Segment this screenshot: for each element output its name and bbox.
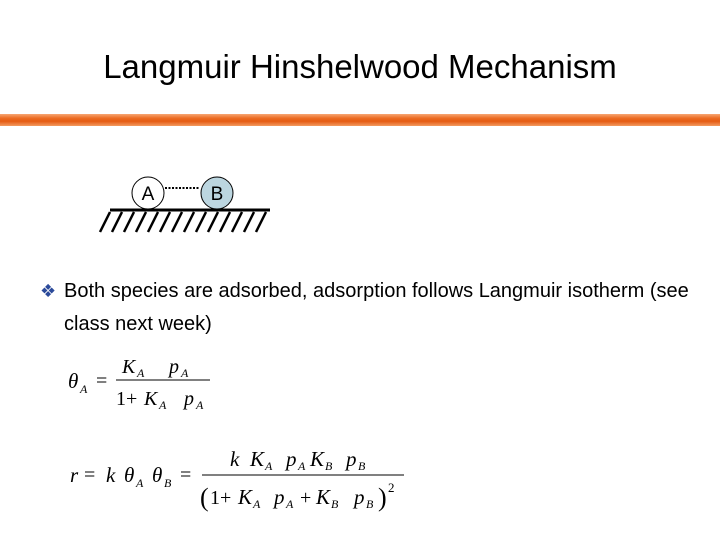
eq2-r: r xyxy=(70,463,79,487)
eq1-lhs: θ xyxy=(68,369,79,393)
eq2-den-pb: p xyxy=(354,485,365,509)
eq1-num-sub1: A xyxy=(137,366,145,380)
eq2-den-pa-sub: A xyxy=(286,497,294,511)
eq1-num-k: K xyxy=(122,356,136,378)
eq2-num-pa-sub: A xyxy=(298,459,306,473)
eq2-num-kb-sub: B xyxy=(325,459,333,473)
eq2-den-ka: K xyxy=(238,485,253,509)
eq1-den-p: p xyxy=(184,388,194,410)
eq2-num-kb: K xyxy=(310,447,325,471)
eq2-eq2: = xyxy=(180,464,192,486)
bullet-item xyxy=(40,275,700,341)
eq2-den-plus: + xyxy=(300,487,312,509)
eq1-lhs-sub: A xyxy=(80,382,88,396)
eq2-num-ka-sub: A xyxy=(265,459,273,473)
eq2-num-pb: p xyxy=(346,447,357,471)
diamond-bullet-icon: ❖ xyxy=(40,281,57,302)
eq1-den-sub1: A xyxy=(159,398,167,412)
eq2-den-one: 1+ xyxy=(210,487,232,509)
eq2-power: 2 xyxy=(388,480,395,495)
eq2-den-ka-sub: A xyxy=(253,497,261,511)
molecule-b-label: B xyxy=(210,184,224,205)
bullet-text: Both species are adsorbed, adsorption follows Langmuir isotherm (see class next week) xyxy=(64,280,689,335)
surface-hatching xyxy=(100,212,266,232)
eq2-k: k xyxy=(106,463,116,487)
eq2-num-pb-sub: B xyxy=(358,459,366,473)
eq2-eq1: = xyxy=(84,464,96,486)
molecule-a-label: A xyxy=(141,184,155,205)
eq2-theta-b-sub: B xyxy=(164,476,172,490)
eq2-theta-a: θ xyxy=(124,463,135,487)
adsorption-diagram xyxy=(98,172,278,238)
eq1-den-k: K xyxy=(144,388,158,410)
rate-equation xyxy=(70,442,410,514)
eq2-num-k: k xyxy=(230,447,240,471)
eq2-den-close: ) xyxy=(378,483,387,512)
eq2-num-pa: p xyxy=(286,447,297,471)
eq2-den-pa: p xyxy=(274,485,285,509)
eq1-num-p: p xyxy=(169,356,179,378)
eq2-num-ka: K xyxy=(250,447,265,471)
theta-a-equation xyxy=(66,352,216,414)
eq2-theta-b: θ xyxy=(152,463,163,487)
eq1-den-sub2: A xyxy=(196,398,204,412)
title-divider xyxy=(0,114,720,126)
eq1-num-sub2: A xyxy=(181,366,189,380)
eq2-den-pb-sub: B xyxy=(366,497,374,511)
eq2-den-open: ( xyxy=(200,483,209,512)
eq1-den-one: 1+ xyxy=(116,388,138,410)
eq2-den-kb-sub: B xyxy=(331,497,339,511)
eq1-equals: = xyxy=(96,370,108,392)
eq2-theta-a-sub: A xyxy=(136,476,144,490)
eq2-den-kb: K xyxy=(316,485,331,509)
slide-title: Langmuir Hinshelwood Mechanism xyxy=(103,48,617,85)
